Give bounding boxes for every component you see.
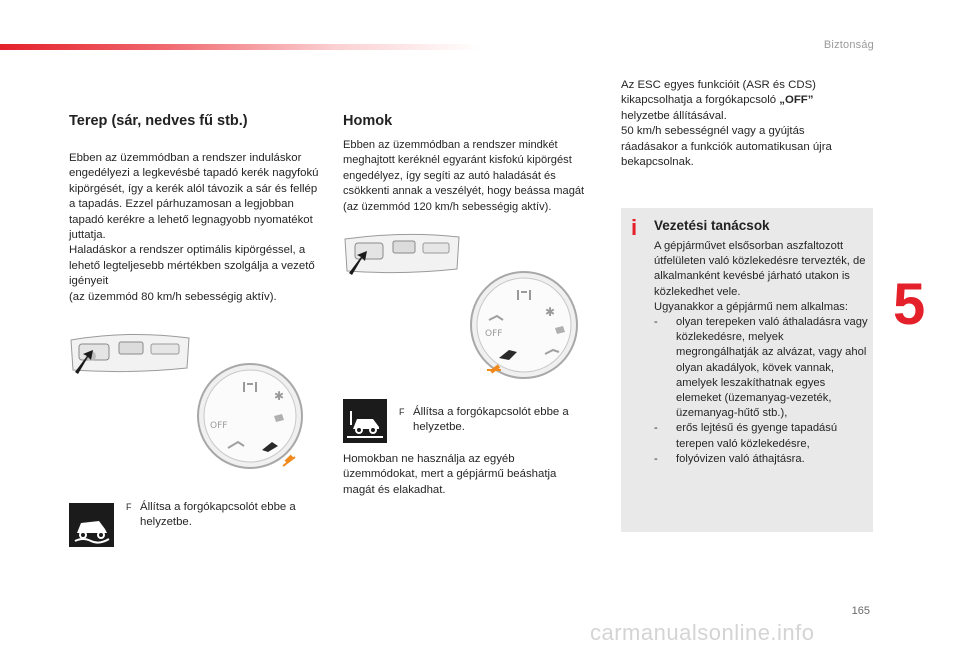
esc-paragraph-1: Az ESC egyes funkcióit (ASR és CDS) kikapcsolhatja a forgókapcsoló „OFF” helyzetbe állításával.: [621, 79, 816, 122]
dashboard-illustration: [69, 330, 191, 380]
section-title: Biztonság: [823, 39, 874, 51]
esc-info: [621, 78, 861, 170]
list-item: - erős lejtésű és gyenge tapadású terepen való közlekedésre,: [654, 421, 868, 451]
sand-warning-note: Homokban ne használja az egyéb üzemmódokat, mert a gépjármű beáshatja magát és elakadhat.: [343, 453, 557, 496]
terrain-instruction: [126, 500, 316, 530]
svg-text:✱: ✱: [545, 305, 556, 319]
svg-text:✱: ✱: [274, 389, 285, 403]
list-item: - olyan terepeken való áthaladásra vagy közlekedésre, melyek megrongálhatják az alvázat, vagy ahol olyan akadályok, kövek vannak, amelyek leszakíthatnak egyes elemeket (üzemanyag-vezeték, üzemanyag-hűtő stb.),: [654, 315, 868, 421]
tips-title: Vezetési tanácsok: [654, 218, 770, 233]
terrain-paragraph-3: (az üzemmód 80 km/h sebességig aktív).: [69, 290, 277, 303]
mud-mode-icon: [69, 503, 114, 547]
heading-sand: Homok: [343, 113, 393, 129]
svg-text:OFF: OFF: [485, 329, 503, 339]
list-item: - folyóvizen való áthajtásra.: [654, 452, 868, 467]
terrain-description: [69, 151, 319, 305]
dashboard-illustration-2: [343, 231, 461, 279]
watermark: carmanualsonline.info: [590, 620, 815, 645]
mode-selector-dial: [196, 362, 304, 470]
sand-instruction: [399, 405, 594, 435]
esc-paragraph-2: 50 km/h sebességnél vagy a gyújtás ráadásakor a funkciók automatikusan újra bekapcsolnak.: [621, 125, 832, 169]
tips-intro: A gépjárművet elsősorban aszfaltozott útfelületen való közlekedésre tervezték, de alkalmanként kevésbé járható utakon is közlekedhet vele.: [654, 240, 866, 298]
tips-list: [654, 315, 868, 467]
chapter-number: 5: [893, 272, 926, 337]
sand-mode-icon: [343, 399, 387, 443]
tips-body: [654, 239, 868, 467]
sand-description: Ebben az üzemmódban a rendszer mindkét meghajtott keréknél egyaránt kisfokú kipörgést engedélyez, így segíti az autó haladását és csökkenti annak a veszélyét, hogy beássa magát (az üzemmód 120 km/h sebességig aktív).: [343, 139, 585, 213]
terrain-paragraph-2: Haladáskor a rendszer optimális kipörgéssel, a lehető legteljesebb mértékben szolgálja a vezető igényeit: [69, 244, 315, 288]
sand-instruction-text: Állítsa a forgókapcsolót ebbe a helyzetbe.: [413, 406, 569, 433]
heading-terrain: Terep (sár, nedves fű stb.): [69, 113, 248, 129]
svg-text:OFF: OFF: [210, 421, 228, 431]
mode-selector-dial-2: [469, 270, 579, 380]
info-icon: i: [630, 215, 638, 240]
terrain-instruction-text: Állítsa a forgókapcsolót ebbe a helyzetbe.: [140, 501, 296, 528]
tips-lead: Ugyanakkor a gépjármű nem alkalmas:: [654, 300, 849, 313]
page-number: 165: [851, 605, 870, 617]
driving-tips-box: [621, 208, 873, 532]
instruction-arrow: F: [126, 502, 132, 512]
header-accent-bar: [0, 44, 480, 50]
terrain-paragraph-1: Ebben az üzemmódban a rendszer induláskor engedélyezi a legkevésbé tapadó kerék nagyfokú kipörgését, így a kerék alól távozik a sár és fellép a tapadás. Ezzel párhuzamosan a legjobban tapadó kerékre a lehető legnagyobb nyomatékot juttatja.: [69, 152, 319, 242]
instruction-arrow-2: F: [399, 407, 405, 417]
